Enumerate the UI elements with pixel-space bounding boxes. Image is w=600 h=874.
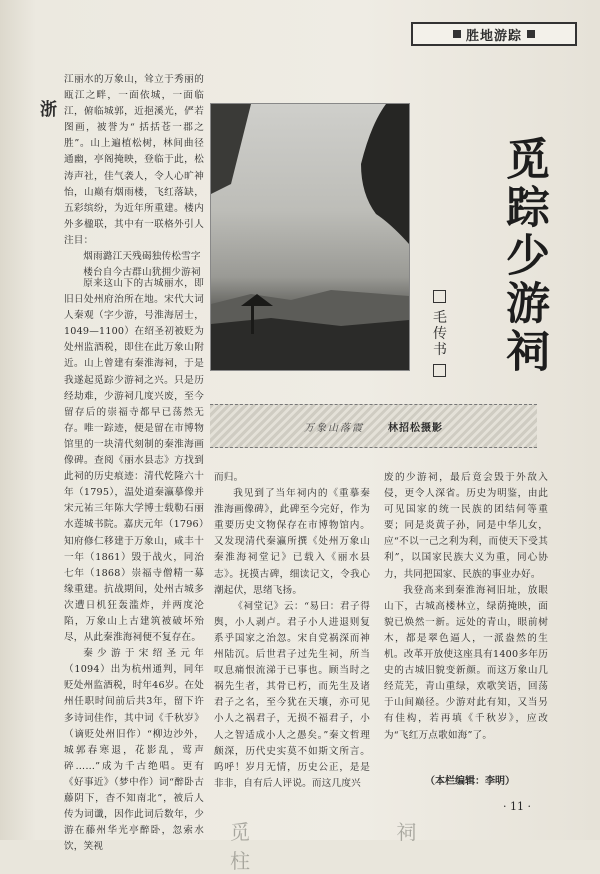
couplet-line: 楼台自今古群山犹拥少游祠 (83, 267, 201, 279)
square-bullet-icon (433, 364, 446, 377)
paragraph: 《祠堂记》云：“易曰：君子得舆，小人剥卢。君子小人进退则复系乎国家之治忽。宋自党祸深而神州陆沉。后世君子过先生祠，所当叹息痛恨流涕于已事也。顾当时之祸先生者，其骨已朽，而先生及诸君子之名，至今犹在天壤，亦可见小人之祸君子，无损不福君子，小人之智适成小人之愚矣。”秦文哲理颇深，历代史实莫不如斯文所言。呜呼！岁月无情，历史公正，是是非非，自有后人评说。而这几度兴 (214, 600, 370, 789)
left-column-lower (64, 276, 204, 853)
paragraph: 而归。 (214, 472, 244, 483)
drop-cap: 浙 (40, 100, 57, 120)
couplet-line: 烟雨潞江天残碣独传松雪字 (83, 251, 201, 263)
middle-column (214, 470, 370, 789)
square-bullet-icon (433, 290, 446, 303)
section-tag (411, 22, 577, 46)
photo-caption (210, 404, 537, 448)
author-name: 毛传书 (431, 309, 447, 358)
paragraph: 我登高来到秦淮海祠旧址，放眼山下，古城高楼林立，绿荫掩映，面貌已焕然一新。远处的青山，眼前树木，都是翠色逼人，一派盎然的生机。改革开放使这座具有1400多年历史的古城旧貌变新颜。而这万象山几经荒芜，青山重绿，欢歌笑语，回荡于山间巅径。少游对此有知，又当另有佳构，若再填《千秋岁》，应改为“飞红万点歌如海”了。 (384, 584, 548, 741)
article-title: 觅踪少游祠 (498, 136, 549, 376)
photo-credit: 林招松摄影 (388, 422, 443, 434)
landscape-photo (210, 103, 410, 371)
photo-place: 万象山落霞 (304, 422, 364, 434)
editor-note: （本栏编辑：李明） (425, 776, 515, 787)
paragraph: 废的少游祠，最后竟会毁于外敌入侵，更令人深省。历史为明鉴，由此可见国家的统一民族的团结何等重要；同是炎黄子孙，同是中华儿女，应“不以一己之利为利，而使天下受其利”，以国家民族大义为重，同心协力，共同把国家、民族的事业办好。 (384, 472, 548, 580)
author-byline (431, 290, 447, 377)
paragraph: 秦少游于宋绍圣元年（1094）出为杭州通判，同年贬处州监酒税，时年46岁。在处州任职时间前后共3年，留下许多诗词佳作，其中词《千秋岁》（谪贬处州旧作）“柳边沙外，城郭春寒退，花影乱，莺声碎……”成为千古绝唱。更有《好事近》（梦中作）词“醉卧古藤阴下，杳不知南北”，被后人传为词谶，因作此词后数年，少游在藤州华光亭醉卧，忽索水饮，笑视 (64, 648, 204, 853)
page-number: · 11 · (503, 800, 531, 813)
paragraph: 江丽水的万象山，耸立于秀丽的瓯江之畔，一面依城，一面临江，俯临城郭，近挹溪光，俨若图画，被誉为“ 括括苍一郡之胜”。山上遍植松树，林间曲径通幽，亭阁掩映，登临于此，松涛声社，佳气袭人，令人心旷神怡，山巅有烟雨楼，飞红落缺，五彩缤纷，为近年所重建。楼内外多楹联，其中有一联格外引人注目： (64, 74, 204, 246)
paragraph: 我见到了当年祠内的《重摹秦淮海画像碑》，此碑至今完好，作为重要历史文物保存在市博物馆内。又发现清代秦瀛所撰《处州万象山秦淮海祠堂记》已载入《丽水县志》。抚摸古碑，细读记文，令我心潮起伏，思绪飞扬。 (214, 488, 370, 596)
handwritten-annotation: 觅 祠 柱 (230, 820, 487, 873)
paragraph: 原来这山下的古城丽水，即旧日处州府治所在地。宋代大词人秦观（字少游，号淮海居士，1049—1100）在绍圣初被贬为处州监酒税，即住在此万象山附近。山上曾建有秦淮海祠，于是我遂起觅踪少游祠之兴。只是历经劫难，少游祠几度兴废，至今留存后的崇福寺都早已荡然无存。唯一踪迹，便是留在市博物馆里的一块清代刻制的秦淮海画像碑。查阅《丽水县志》方找到此祠的历史痕迹：清代乾隆六十年（1795），温处道秦瀛摹像并宋元祐三年陈大学博士载勒石丽水莲城书院。嘉庆元年（1796）知府修仁移建于万象山，咸丰十一年（1861）毁于战火，同治七年（1868）崇福寺僧精一募缘重建。抗战期间，处州古城多次遭日机狂轰滥炸，并两度沦陷，万象山上古建筑被破坏殆尽，从此秦淮海祠便不复存在。 (64, 278, 204, 644)
square-bullet-icon (527, 30, 535, 38)
square-bullet-icon (453, 30, 461, 38)
right-column (384, 470, 548, 770)
section-tag-label: 胜地游踪 (465, 28, 522, 44)
photo-illustration (211, 104, 409, 370)
